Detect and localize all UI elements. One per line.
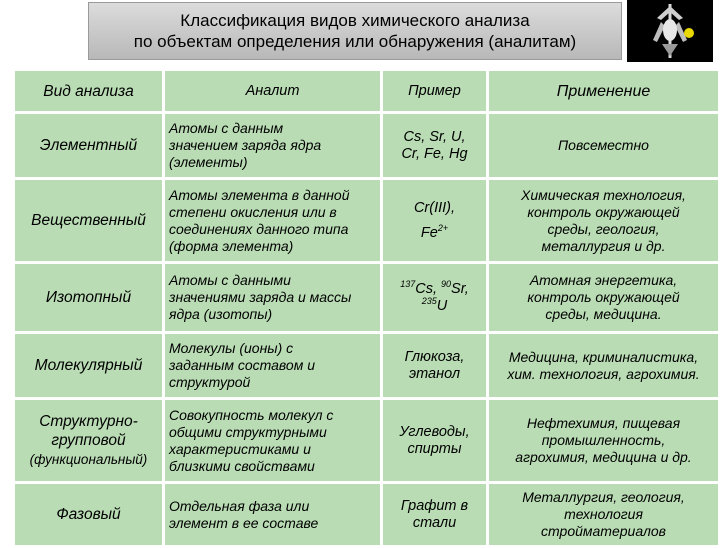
- emblem-icon: [627, 0, 713, 62]
- row-analyte: Атомы элемента в данной степени окисления или в соединениях данного типа (форма элемента): [164, 179, 382, 263]
- row-example: Глюкоза, этанол: [382, 333, 488, 399]
- row-kind: Структурно- групповой (функциональный): [14, 399, 164, 483]
- row-application: Химическая технология, контроль окружающей среды, геология, металлургия и др.: [488, 179, 720, 263]
- row-analyte: Молекулы (ионы) с заданным составом и структурой: [164, 333, 382, 399]
- row-kind: Вещественный: [14, 179, 164, 263]
- table-row: [14, 113, 720, 179]
- row-example: Графит в стали: [382, 483, 488, 547]
- table-row: [14, 399, 720, 483]
- row-kind: Элементный: [14, 113, 164, 179]
- row-application: Повсеместно: [488, 113, 720, 179]
- classification-table: [12, 68, 720, 548]
- row-kind: Фазовый: [14, 483, 164, 547]
- row-kind: Молекулярный: [14, 333, 164, 399]
- slide-title: [88, 2, 622, 60]
- row-application: Медицина, криминалистика, хим. технология, агрохимия.: [488, 333, 720, 399]
- row-example: Cr(III), $Fe^{2+}$: [382, 179, 488, 263]
- row-example: Углеводы, спирты: [382, 399, 488, 483]
- table-row: [14, 179, 720, 263]
- title-line-2: по объектам определения или обнаружения (аналитам): [133, 32, 577, 51]
- row-example: Cs, Sr, U, Cr, Fe, Hg: [382, 113, 488, 179]
- header-analyte: Аналит: [164, 70, 382, 113]
- row-analyte: Атомы с данными значениями заряда и массы ядра (изотопы): [164, 263, 382, 333]
- row-kind: Изотопный: [14, 263, 164, 333]
- header-application: Применение: [488, 70, 720, 113]
- table-row: [14, 263, 720, 333]
- row-analyte: Атомы с данным значением заряда ядра (элементы): [164, 113, 382, 179]
- header-kind: Вид анализа: [14, 70, 164, 113]
- row-application: Нефтехимия, пищевая промышленность, агрохимия, медицина и др.: [488, 399, 720, 483]
- row-application: Атомная энергетика, контроль окружающей среды, медицина.: [488, 263, 720, 333]
- title-line-1: Классификация видов химического анализа: [180, 11, 530, 30]
- table-row: [14, 333, 720, 399]
- header-example: Пример: [382, 70, 488, 113]
- row-analyte: Отдельная фаза или элемент в ее составе: [164, 483, 382, 547]
- row-analyte: Совокупность молекул с общими структурными характеристиками и близкими свойствами: [164, 399, 382, 483]
- row-application: Металлургия, геология, технология стройматериалов: [488, 483, 720, 547]
- table-row: [14, 483, 720, 547]
- row-example: $^{137}$Cs, $^{90}$Sr, $^{235}$U: [382, 263, 488, 333]
- table-header-row: [14, 70, 720, 113]
